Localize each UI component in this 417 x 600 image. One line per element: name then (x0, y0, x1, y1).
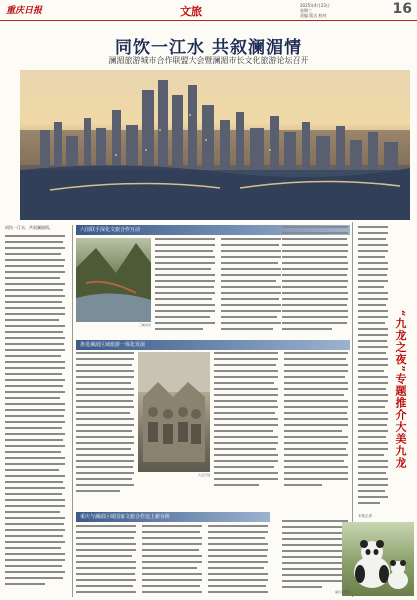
sidebar-byline: 本报记者 (358, 514, 372, 518)
hero-cityscape-photo (20, 70, 410, 220)
section-title: 文旅 (180, 5, 202, 18)
page-subheadline: 澜湄旅游城市合作联盟大会暨澜湄市长文化旅游论坛召开 (108, 56, 309, 65)
section-2-body-text-b (214, 352, 349, 512)
section-header-2: 推进澜湄区域旅游一体化发展 (76, 340, 350, 350)
page-headline: 同饮一江水 共叙澜湄情 (115, 38, 302, 58)
section-1-right-text (282, 226, 350, 336)
left-intro-column (5, 225, 69, 595)
stone-carving-photo (138, 352, 210, 472)
photo-caption-3: 重庆动物园 (334, 590, 350, 594)
section-header-1: 六国联手深化文旅合作互动 (76, 225, 350, 235)
sidebar-body-text (358, 226, 390, 516)
issue-meta (300, 3, 390, 18)
section-3-body-text (76, 525, 276, 597)
issue-editors: 责编 版式 校对 (300, 13, 327, 18)
masthead (0, 0, 417, 21)
page-number: 16 (392, 1, 412, 17)
column-divider-left (72, 225, 73, 597)
issue-weekday: 星期三 (300, 8, 312, 13)
left-intro-text: 同饮一江水，共叙澜湄情。 (5, 225, 53, 230)
issue-date: 2025年4月23日 (300, 3, 330, 8)
three-gorges-photo (76, 238, 151, 322)
sidebar-vertical-title: “九龙之夜”专题推介大美九龙 (394, 310, 407, 469)
photo-caption-2: 大足石刻 (197, 473, 210, 477)
section-2-body-text-a (76, 352, 136, 502)
left-body-text-lines (5, 235, 69, 595)
newspaper-logo: 重庆日报 (6, 6, 43, 16)
panda-photo (342, 522, 414, 596)
section-3-right-text (282, 520, 350, 596)
section-header-3: 重庆与澜湄区域国家文旅合作迈上新台阶 (76, 512, 270, 522)
photo-caption-1: 三峡风光 (138, 323, 151, 327)
